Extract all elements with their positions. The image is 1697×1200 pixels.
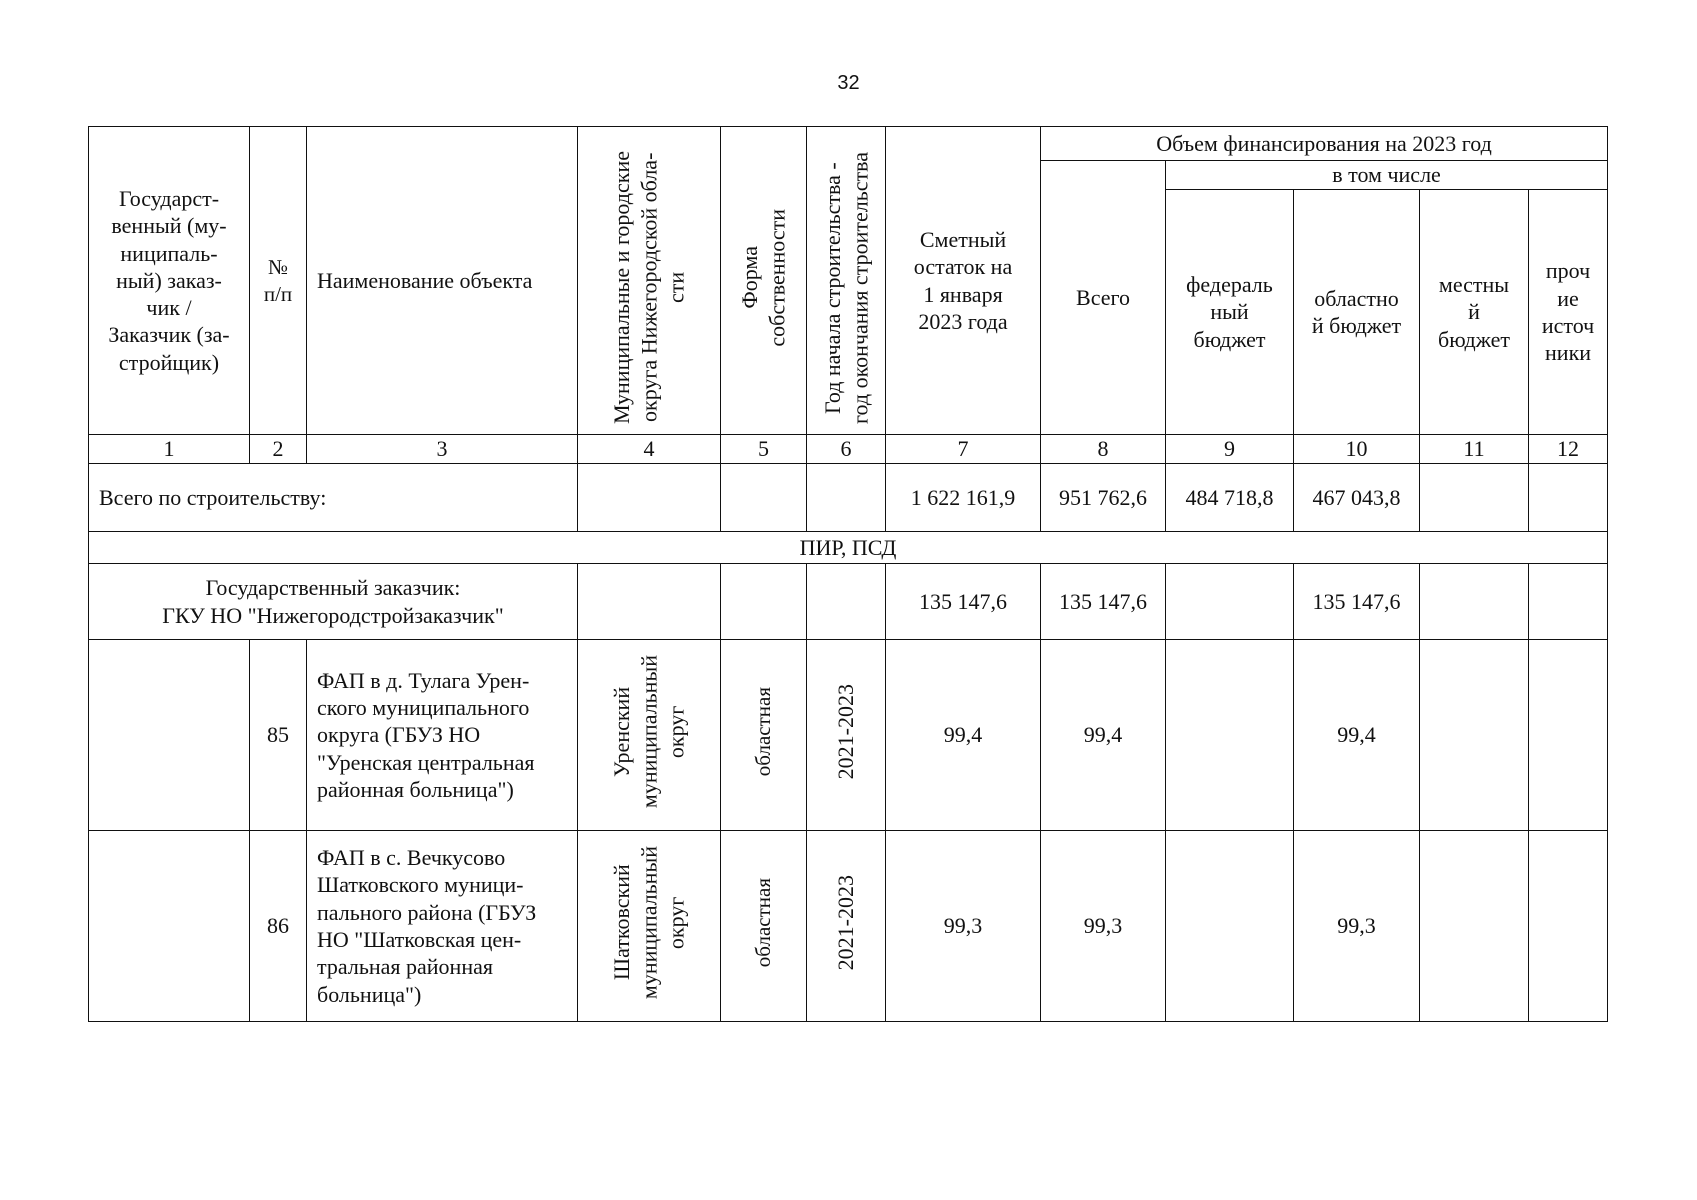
header-financing-title: Объем финансирования на 2023 год [1041,127,1608,161]
local [1420,831,1529,1022]
total-federal: 484 718,8 [1166,464,1294,532]
financing-table [88,126,1608,1022]
column-number: 10 [1294,435,1420,464]
municipality: Шатковский муниципальный округ [578,831,721,1022]
other [1529,831,1608,1022]
table-row [89,640,1608,831]
regional: 99,4 [1294,640,1420,831]
section-row [89,532,1608,564]
column-number: 7 [886,435,1041,464]
header-municipality: Муниципальные и городские округа Нижегородской обла- сти [578,127,721,435]
column-number: 12 [1529,435,1608,464]
empty-cell [578,464,721,532]
header-customer: Государст- венный (му- ниципаль- ный) заказ- чик / Заказчик (за- стройщик) [89,127,250,435]
total-balance: 1 622 161,9 [886,464,1041,532]
empty-cell [807,564,886,640]
empty-cell [89,831,250,1022]
column-number: 9 [1166,435,1294,464]
empty-cell [807,464,886,532]
federal [1166,640,1294,831]
customer-total: 135 147,6 [1041,564,1166,640]
row-number: 85 [250,640,307,831]
header-balance: Сметный остаток на 1 января 2023 года [886,127,1041,435]
years: 2021-2023 [807,640,886,831]
federal [1166,831,1294,1022]
total-other [1529,464,1608,532]
header-ownership: Форма собственности [721,127,807,435]
header-object-name: Наименование объекта [307,127,578,435]
header-years: Год начала строительства - год окончания строительства [807,127,886,435]
regional: 99,3 [1294,831,1420,1022]
header-including: в том числе [1166,161,1608,190]
customer-label: Государственный заказчик: ГКУ НО "Нижегородстройзаказчик" [89,564,578,640]
header-other: проч ие источ ники [1529,190,1608,435]
page-number: 32 [837,72,860,94]
total-row [89,464,1608,532]
header-row [89,127,1608,161]
customer-balance: 135 147,6 [886,564,1041,640]
total-sum: 951 762,6 [1041,464,1166,532]
column-number: 8 [1041,435,1166,464]
column-number: 5 [721,435,807,464]
column-number: 6 [807,435,886,464]
column-number: 3 [307,435,578,464]
total-local [1420,464,1529,532]
empty-cell [721,564,807,640]
table-row [89,831,1608,1022]
empty-cell [89,640,250,831]
object-name: ФАП в д. Тулага Урен- ского муниципального округа (ГБУЗ НО "Уренская центральная районная больница") [307,640,578,831]
header-total: Всего [1041,161,1166,435]
header-number: № п/п [250,127,307,435]
balance: 99,3 [886,831,1041,1022]
customer-regional: 135 147,6 [1294,564,1420,640]
empty-cell [721,464,807,532]
column-number: 2 [250,435,307,464]
object-name: ФАП в с. Вечкусово Шатковского муници- пального района (ГБУЗ НО "Шатковская цен- тральная районная больница") [307,831,578,1022]
ownership: областная [721,831,807,1022]
balance: 99,4 [886,640,1041,831]
empty-cell [578,564,721,640]
other [1529,640,1608,831]
total: 99,4 [1041,640,1166,831]
section-title: ПИР, ПСД [89,532,1608,564]
customer-local [1420,564,1529,640]
municipality: Уренский муниципальный округ [578,640,721,831]
column-number: 4 [578,435,721,464]
total-label: Всего по строительству: [89,464,578,532]
customer-other [1529,564,1608,640]
column-number: 1 [89,435,250,464]
column-number-row [89,435,1608,464]
header-federal: федераль ный бюджет [1166,190,1294,435]
header-regional: областно й бюджет [1294,190,1420,435]
total-regional: 467 043,8 [1294,464,1420,532]
customer-federal [1166,564,1294,640]
column-number: 11 [1420,435,1529,464]
customer-row [89,564,1608,640]
header-local: местны й бюджет [1420,190,1529,435]
ownership: областная [721,640,807,831]
local [1420,640,1529,831]
total: 99,3 [1041,831,1166,1022]
years: 2021-2023 [807,831,886,1022]
row-number: 86 [250,831,307,1022]
